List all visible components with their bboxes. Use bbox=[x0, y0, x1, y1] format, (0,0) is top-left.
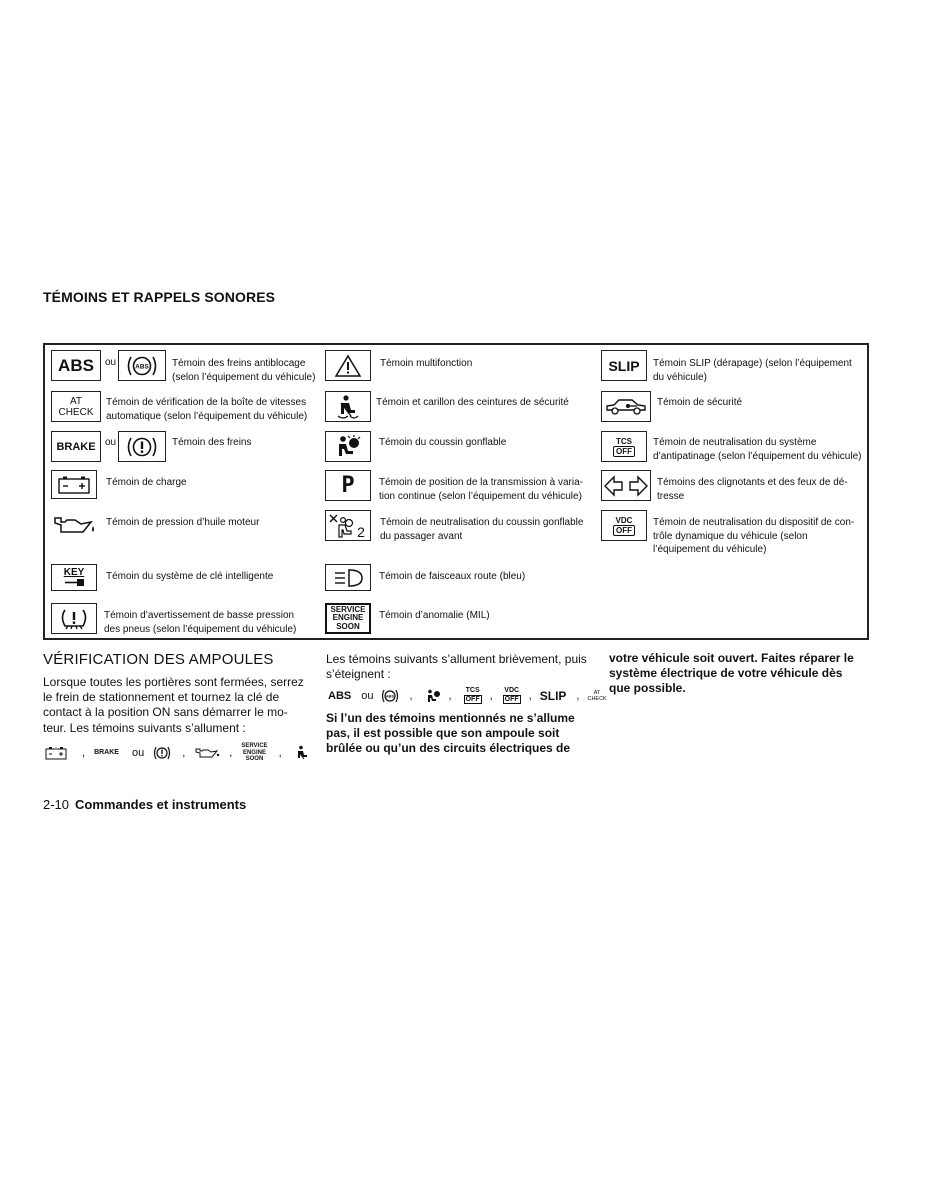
abs-circle-icon bbox=[118, 350, 166, 381]
service-engine-soon-icon: SERVICE ENGINE SOON bbox=[241, 743, 268, 762]
tcs-description: Témoin de neutralisation du système d’antipatinage (selon l’équipement du véhicule) bbox=[653, 437, 862, 462]
slip-text-icon: SLIP bbox=[539, 688, 567, 703]
brake-text-icon: BRAKE bbox=[94, 749, 119, 757]
abs-text-icon: ABS bbox=[51, 350, 101, 381]
seatbelt-icon bbox=[325, 391, 371, 422]
page-footer bbox=[43, 797, 246, 812]
oil-can-icon bbox=[51, 510, 97, 539]
at-check-icon: AT CHECK bbox=[587, 689, 607, 702]
tcs-off-icon: TCS OFF bbox=[465, 687, 480, 703]
security-description: Témoin de sécurité bbox=[657, 397, 743, 408]
abs-description: Témoin des freins antiblocage (selon l’équipement du véhicule) bbox=[172, 358, 316, 383]
chapter-title: Commandes et instruments bbox=[75, 797, 247, 812]
p-position-icon: P bbox=[325, 470, 371, 501]
or-word: ou bbox=[105, 437, 117, 448]
tcs-off-icon: TCS OFF bbox=[601, 431, 647, 462]
turn-signal-arrows-icon bbox=[601, 470, 651, 501]
at-check-description: Témoin de vérification de la boîte de vitesses automatique (selon l’équipement du véhicule) bbox=[106, 397, 308, 422]
airbag-icon bbox=[325, 431, 371, 462]
warning-lights-table bbox=[43, 343, 869, 640]
brake-exclamation-icon bbox=[118, 431, 166, 462]
bulb-check-paragraph-2: Les témoins suivants s’allument brièvement, puis s’éteignent : bbox=[326, 652, 587, 682]
or-word: ou bbox=[361, 689, 374, 702]
oil-description: Témoin de pression d’huile moteur bbox=[106, 517, 260, 528]
vdc-off-icon: VDC OFF bbox=[601, 510, 647, 541]
vdc-off-icon: VDC OFF bbox=[504, 687, 520, 703]
key-icon: KEY bbox=[51, 564, 97, 591]
at-check-icon: AT CHECK bbox=[51, 391, 101, 422]
high-beam-description: Témoin de faisceaux route (bleu) bbox=[379, 571, 526, 582]
airbag-icon bbox=[425, 689, 441, 703]
seatbelt-icon bbox=[295, 745, 309, 761]
battery-icon bbox=[51, 470, 97, 499]
vdc-description: Témoin de neutralisation du dispositif de con- trôle dynamique du véhicule (selon l’équipement du véhicule) bbox=[653, 517, 855, 555]
oil-can-icon bbox=[194, 747, 220, 759]
bulb-check-heading: VÉRIFICATION DES AMPOULES bbox=[43, 651, 274, 668]
lights-briefly-on-icons: ABS ou ABS , , TCS OFF , VDC OFF , SLIP , AT CHECK bbox=[328, 687, 607, 703]
brake-text-icon: BRAKE bbox=[51, 431, 101, 462]
abs-circle-icon bbox=[381, 689, 399, 703]
slip-description: Témoin SLIP (dérapage) (selon l’équipement du véhicule) bbox=[653, 358, 852, 383]
security-car-key-icon bbox=[601, 391, 651, 422]
p-position-description: Témoin de position de la transmission à varia- tion continue (selon l’équipement du véhicule) bbox=[379, 477, 583, 502]
brake-exclamation-icon bbox=[153, 746, 171, 760]
seatbelt-description: Témoin et carillon des ceintures de sécurité bbox=[376, 397, 569, 408]
warning-triangle-icon bbox=[325, 350, 371, 381]
svg-text:ABS: ABS bbox=[386, 693, 395, 698]
multifunction-description: Témoin multifonction bbox=[380, 358, 473, 369]
page-number: 2-10 bbox=[43, 797, 70, 812]
airbag-description: Témoin du coussin gonflable bbox=[379, 437, 507, 448]
mil-description: Témoin d’anomalie (MIL) bbox=[379, 610, 490, 621]
section-title: TÉMOINS ET RAPPELS SONORES bbox=[43, 289, 276, 305]
high-beam-icon bbox=[325, 564, 371, 591]
or-word: ou bbox=[131, 746, 145, 759]
bulb-check-paragraph-1: Lorsque toutes les portières sont fermées, serrez le frein de stationnement et tournez la clé de contact à la position ON sans démarrer le mo- teur. Les témoins suivants s’allument : bbox=[43, 675, 304, 735]
passenger-airbag-off-icon bbox=[325, 510, 371, 541]
key-description: Témoin du système de clé intelligente bbox=[106, 571, 274, 582]
bulb-warning-paragraph-2: votre véhicule soit ouvert. Faites réparer le système électrique de votre véhicule dès que possible. bbox=[609, 651, 854, 696]
lights-on-icons: , BRAKE ou , , SERVICE ENGINE SOON , bbox=[45, 743, 309, 763]
slip-text-icon: SLIP bbox=[601, 350, 647, 381]
or-word: ou bbox=[105, 357, 117, 368]
passenger-airbag-description: Témoin de neutralisation du coussin gonflable du passager avant bbox=[380, 517, 584, 542]
abs-text-icon: ABS bbox=[328, 689, 352, 702]
svg-text:2: 2 bbox=[357, 523, 365, 540]
bulb-warning-paragraph-1: Si l’un des témoins mentionnés ne s’allume pas, il est possible que son ampoule soit brûlée ou qu’un des circuits électriques de bbox=[326, 711, 575, 756]
battery-icon bbox=[45, 746, 67, 760]
tire-pressure-description: Témoin d’avertissement de basse pression des pneus (selon l’équipement du véhicule) bbox=[104, 610, 297, 635]
service-engine-soon-icon: SERVICE ENGINE SOON bbox=[325, 603, 371, 634]
brake-description: Témoin des freins bbox=[172, 437, 252, 448]
hazard-description: Témoins des clignotants et des feux de dé- tresse bbox=[657, 477, 848, 502]
tire-pressure-icon bbox=[51, 603, 97, 634]
svg-text:ABS: ABS bbox=[135, 363, 149, 370]
battery-description: Témoin de charge bbox=[106, 477, 187, 488]
